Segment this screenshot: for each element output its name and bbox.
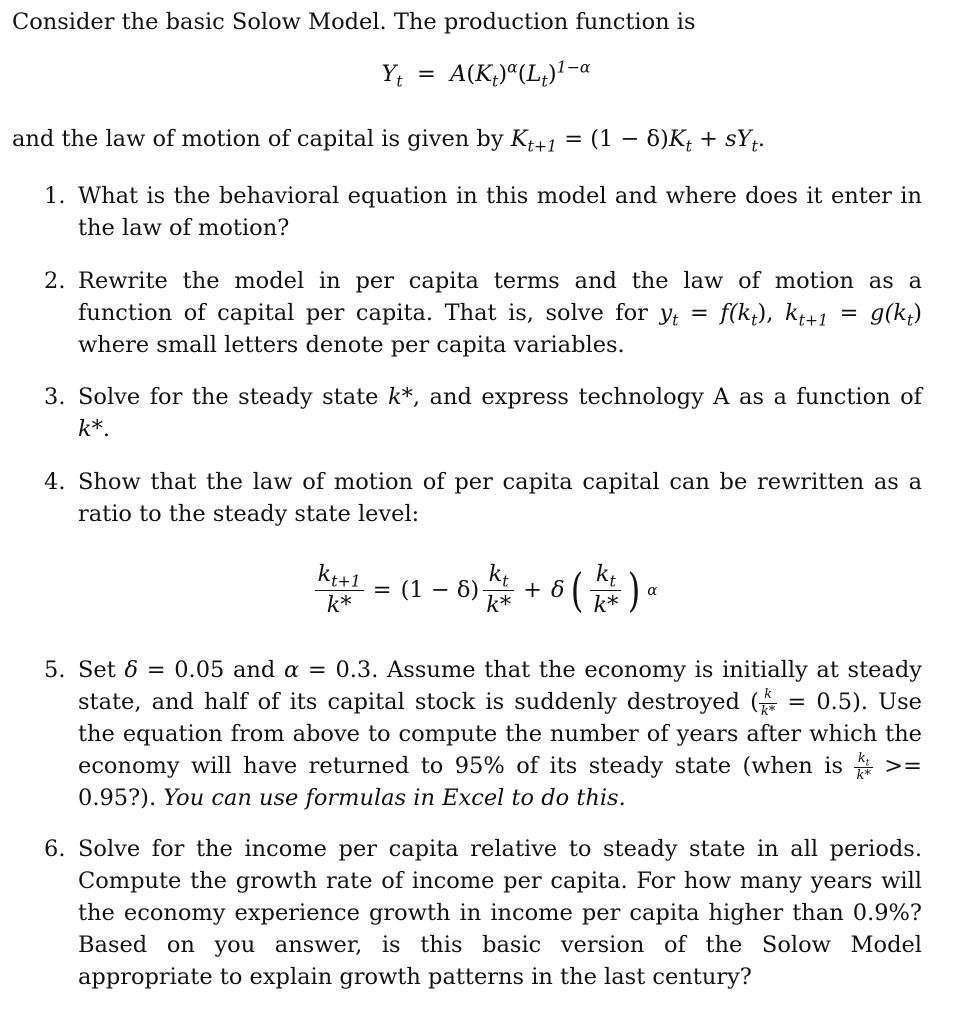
list-item: [44, 265, 922, 361]
symbol-alpha: α: [507, 57, 518, 77]
law-of-motion: and the law of motion of capital is given by $K_{t+1} = (1 - \delta)K_t + sY_t$.: [12, 126, 766, 156]
law-rhs-K-sub: t: [685, 136, 692, 156]
item-text: What is the behavioral equation in this model and where does it enter in the law of motion?: [78, 183, 922, 241]
equals-sign: =: [372, 577, 392, 603]
right-paren: ): [628, 563, 641, 617]
equals-sign: =: [409, 61, 444, 87]
item-text: Set δ = 0.05 and α = 0.3. Assume that the economy is initially at steady state, and half of its capital stock is suddenly destroyed ( $\frac{k}{k*}$ = 0.5). Use the equation from above to compute the number of years after which the economy will have returned to 95% of its steady state (when is $\frac{k_t}{k*}$ >= 0.95?). You can use formulas in Excel to do this.: [78, 657, 922, 812]
symbol-K: K: [475, 61, 493, 87]
symbol-t-sub2: t: [541, 71, 548, 91]
list-item: [44, 381, 922, 445]
list-item: [44, 833, 922, 993]
exponent-one-minus-alpha: 1−α: [556, 57, 591, 77]
item-number: 5.: [44, 657, 66, 683]
law-lhs: K: [510, 126, 528, 152]
item-number: 3.: [44, 384, 66, 410]
inline-fraction-k-over-kstar: $\frac{k}{k*}$: [760, 686, 776, 719]
lhs-fraction: $\frac{k_{t+1}}{k*}$: [315, 563, 364, 617]
mid-fraction: $\frac{k_t}{k*}$: [483, 563, 514, 617]
item-text: Solve for the income per capita relative to steady state in all periods. Compute the growth rate of income per capita. For how many years will the economy experience growth in income per capita higher than 0.9%? Based on you answer, is this basic version of the Solow Model appropriate to explain growth patterns in the last century?: [78, 836, 922, 990]
symbol-t-sub: t: [492, 71, 499, 91]
intro-sentence: Consider the basic Solow Model. The production function is: [12, 9, 696, 35]
law-prefix: and the law of motion of capital is given by: [12, 126, 511, 152]
ratio-equation: [0, 550, 972, 630]
inner-fraction: $\frac{k_t}{k*}$: [590, 563, 621, 617]
item-text: Show that the law of motion of per capita capital can be rewritten as a ratio to the steady state level:: [78, 469, 922, 527]
inline-fraction-kt-over-kstar: $\frac{k_t}{k*}$: [856, 751, 871, 783]
item-number: 4.: [44, 469, 66, 495]
law-rhs-K: K: [668, 126, 686, 152]
symbol-delta: δ: [550, 577, 565, 603]
excel-hint: You can use formulas in Excel to do this.: [163, 785, 626, 812]
law-rhs-coef: (1 − δ): [590, 126, 669, 152]
symbol-A: A: [450, 61, 467, 87]
list-item: [44, 654, 922, 814]
production-function: $Y_t = A(K_t)^\alpha(L_t)^{1-\alpha}$: [381, 57, 591, 91]
coefficient: (1 − δ): [400, 577, 480, 603]
intro-text: [12, 6, 696, 38]
law-period: .: [757, 126, 766, 152]
symbol-Y: Y: [381, 61, 397, 87]
law-rhs-sY: sY: [725, 126, 752, 152]
item-number: 1.: [44, 183, 66, 209]
symbol-L: L: [526, 61, 542, 87]
left-paren: (: [571, 563, 584, 617]
law-rhs-sY-sub: t: [751, 136, 758, 156]
list-item: [44, 180, 922, 244]
item-number: 6.: [44, 836, 66, 862]
law-lhs-sub: t+1: [527, 136, 558, 156]
law-plus: +: [691, 126, 726, 152]
symbol-t: t: [396, 71, 403, 91]
exponent-alpha: α: [647, 580, 658, 599]
plus-sign: +: [523, 577, 542, 603]
item-text: Rewrite the model in per capita terms and the law of motion as a function of capital per capita. That is, solve for $y_t = f(k_t)$, $k_{t+1} = g(k_t)$ where small letters denote per capita variables.: [78, 268, 922, 358]
item-text: Solve for the steady state k*, and express technology A as a function of k*.: [78, 384, 923, 442]
item-number: 2.: [44, 268, 66, 294]
list-item: [44, 466, 922, 530]
